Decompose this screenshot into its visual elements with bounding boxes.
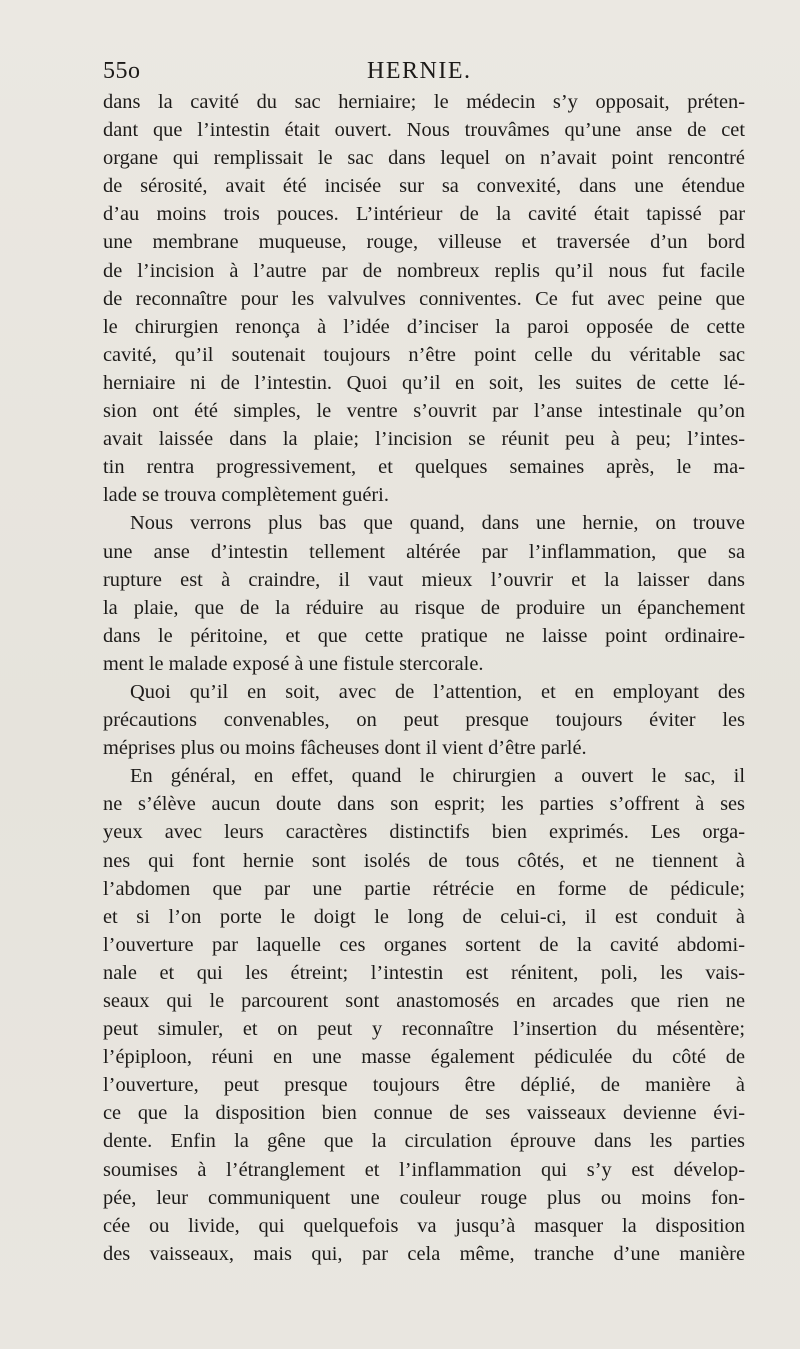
text-line: lade se trouva complètement guéri. [103,484,389,507]
text-line: pée, leur communiquent une couleur rouge plus ou moins fon- [103,1186,745,1209]
text-line: de l’incision à l’autre par de nombreux replis qu’il nous fut facile [103,259,745,282]
text-line: des vaisseaux, mais qui, par cela même, tranche d’une manière [103,1242,745,1265]
text-line: le chirurgien renonça à l’idée d’inciser la paroi opposée de cette [103,315,745,338]
text-line: d’au moins trois pouces. L’intérieur de la cavité était tapissé par [103,203,745,226]
text-line: Quoi qu’il en soit, avec de l’attention, et en employant des [130,680,745,703]
text-line: avait laissée dans la plaie; l’incision se réunit peu à peu; l’intes- [103,428,745,451]
body-text [103,88,745,1268]
text-line: précautions convenables, on peut presque toujours éviter les [103,709,745,732]
text-line: nale et qui les étreint; l’intestin est rénitent, poli, les vais- [103,961,745,984]
text-line: cavité, qu’il soutenait toujours n’être point celle du véritable sac [103,343,745,366]
text-line: soumises à l’étranglement et l’inflammation qui s’y est dévelop- [103,1158,745,1181]
text-line: ment le malade exposé à une fistule stercorale. [103,652,484,675]
text-line: rupture est à craindre, il vaut mieux l’ouvrir et la laisser dans [103,568,745,591]
text-line: cée ou livide, qui quelquefois va jusqu’à masquer la disposition [103,1214,745,1237]
text-line: organe qui remplissait le sac dans lequel on n’avait point rencontré [103,147,745,170]
running-head [103,58,743,88]
text-line: l’ouverture par laquelle ces organes sortent de la cavité abdomi- [103,933,745,956]
text-line: dente. Enfin la gêne que la circulation éprouve dans les parties [103,1130,745,1153]
text-line: dans le péritoine, et que cette pratique ne laisse point ordinaire- [103,624,745,647]
text-line: de sérosité, avait été incisée sur sa convexité, dans une étendue [103,175,745,198]
text-line: ce que la disposition bien connue de ses vaisseaux devienne évi- [103,1102,745,1125]
text-line: seaux qui le parcourent sont anastomosés en arcades que rien ne [103,990,745,1012]
text-line: sion ont été simples, le ventre s’ouvrit par l’anse intestinale qu’on [103,400,745,423]
text-line: yeux avec leurs caractères distinctifs bien exprimés. Les orga- [103,821,745,844]
text-line: une anse d’intestin tellement altérée par l’inflammation, que sa [103,540,745,563]
text-line: ne s’élève aucun doute dans son esprit; les parties s’offrent à ses [103,793,745,816]
text-line: herniaire ni de l’intestin. Quoi qu’il en soit, les suites de cette lé- [103,371,745,394]
text-line: et si l’on porte le doigt le long de celui-ci, il est conduit à [103,905,745,928]
page-number: 55o [103,58,141,84]
text-line: Nous verrons plus bas que quand, dans une hernie, on trouve [130,512,745,535]
text-line: la plaie, que de la réduire au risque de produire un épanchement [103,596,745,619]
text-line: l’ouverture, peut presque toujours être déplié, de manière à [103,1074,745,1097]
text-line: l’épiploon, réuni en une masse également pédiculée du côté de [103,1046,745,1069]
text-line: nes qui font hernie sont isolés de tous côtés, et ne tiennent à [103,849,745,872]
text-line: tin rentra progressivement, et quelques semaines après, le ma- [103,456,745,479]
text-line: de reconnaître pour les valvulves conniventes. Ce fut avec peine que [103,287,745,310]
text-line: peut simuler, et on peut y reconnaître l’insertion du mésentère; [103,1018,745,1041]
text-line: une membrane muqueuse, rouge, villeuse et traversée d’un bord [103,231,745,254]
chapter-title: HERNIE. [367,58,472,84]
text-line: méprises plus ou moins fâcheuses dont il vient d’être parlé. [103,737,587,760]
text-line: dant que l’intestin était ouvert. Nous trouvâmes qu’une anse de cet [103,119,745,142]
text-line: l’abdomen que par une partie rétrécie en forme de pédicule; [103,877,745,900]
text-line: En général, en effet, quand le chirurgien a ouvert le sac, il [130,765,745,788]
text-line: dans la cavité du sac herniaire; le médecin s’y opposait, préten- [103,91,745,113]
